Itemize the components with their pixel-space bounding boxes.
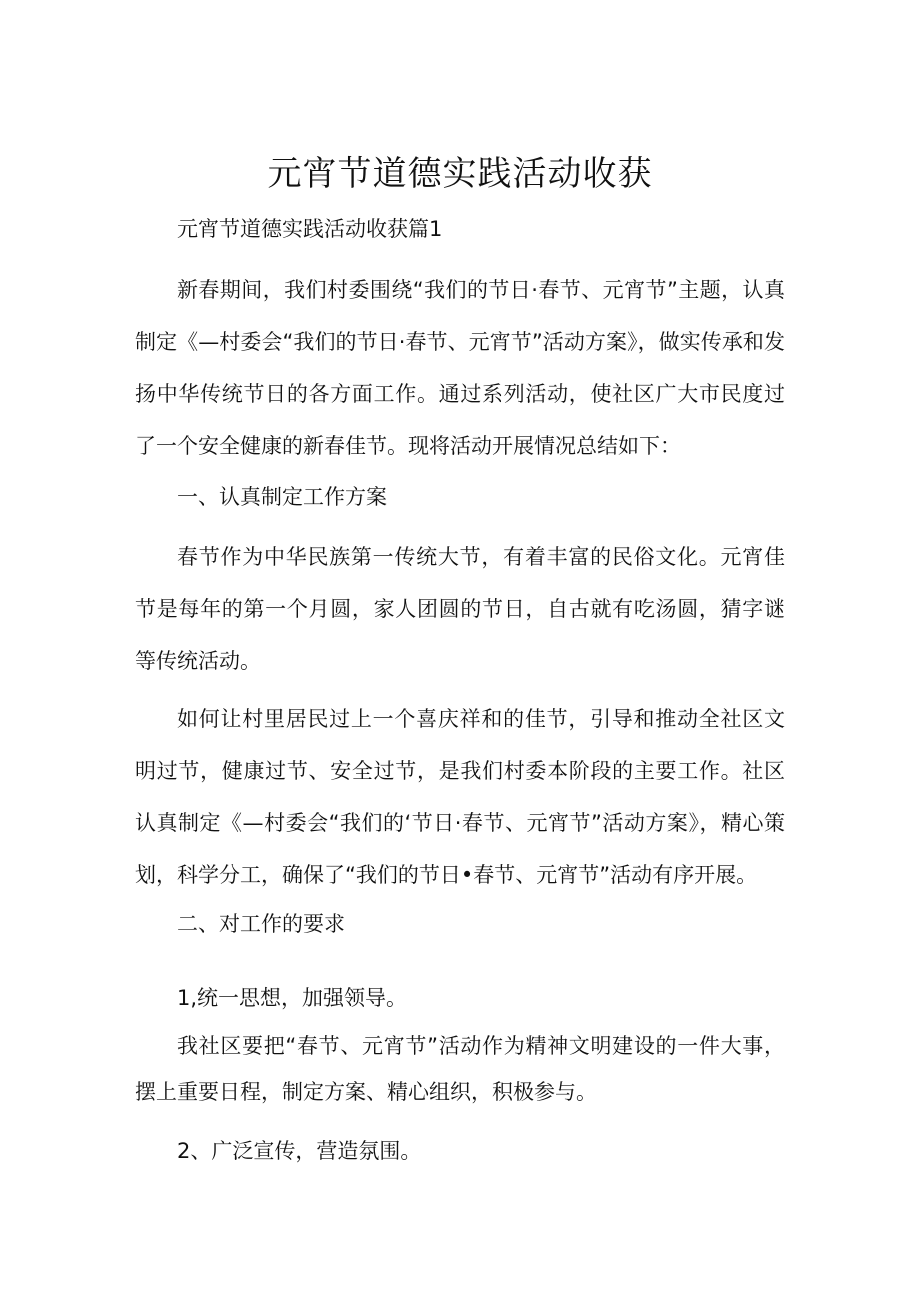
paragraph-unify-thinking: 我社区要把“春节、元宵节”活动作为精神文明建设的一件大事，摆上重要日程，制定方案、精心组织，积极参与。 bbox=[135, 1034, 785, 1104]
heading-section-1: 一、认真制定工作方案 bbox=[177, 485, 387, 509]
paragraph-civilized-festival: 如何让村里居民过上一个喜庆祥和的佳节，引导和推动全社区文明过节，健康过节、安全过节，是我们村委本阶段的主要工作。社区认真制定《—村委会“我们的‘节日·春节、元宵节”活动方案》，精心策划，科学分工，确保了“我们的节日•春节、元宵节”活动有序开展。 bbox=[135, 707, 785, 887]
heading-item-1: 1,统一思想，加强领导。 bbox=[177, 986, 408, 1010]
document-subtitle: 元宵节道德实践活动收获篇1 bbox=[177, 217, 443, 241]
document-title: 元宵节道德实践活动收获 bbox=[267, 154, 653, 194]
heading-section-2: 二、对工作的要求 bbox=[177, 912, 345, 936]
paragraph-intro: 新春期间，我们村委围绕“我们的节日·春节、元宵节”主题，认真制定《—村委会“我们的节日·春节、元宵节”活动方案》，做实传承和发扬中华传统节日的各方面工作。通过系列活动，使社区广大市民度过了一个安全健康的新春佳节。现将活动开展情况总结如下： bbox=[135, 278, 785, 458]
heading-item-2: 2、广泛宣传，营造氛围。 bbox=[177, 1139, 422, 1163]
paragraph-spring-festival: 春节作为中华民族第一传统大节，有着丰富的民俗文化。元宵佳节是每年的第一个月圆，家人团圆的节日，自古就有吃汤圆，猜字谜等传统活动。 bbox=[135, 545, 785, 673]
